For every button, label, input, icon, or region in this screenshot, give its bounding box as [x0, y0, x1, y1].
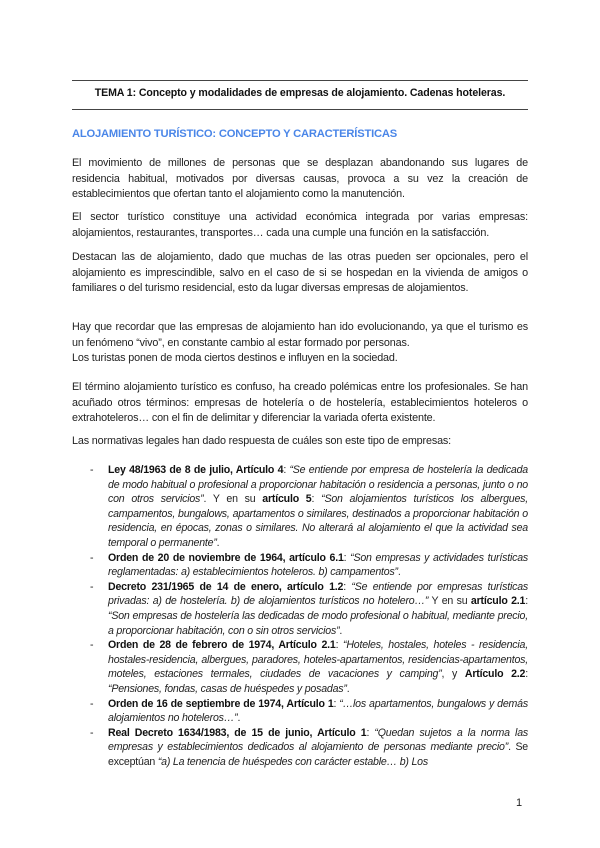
law-quote: “Son empresas y actividades turísticas reglamentadas: a) establecimientos hoteleros. b) campamentos”	[108, 551, 528, 579]
separator: :	[525, 595, 528, 608]
paragraph-1-block	[72, 156, 528, 203]
article-reference: artículo 5	[262, 493, 312, 506]
article-reference: artículo 2.1	[470, 595, 526, 608]
section-heading: ALOJAMIENTO TURÍSTICO: CONCEPTO Y CARACTERÍSTICAS	[72, 128, 398, 140]
title-top-rule	[72, 80, 528, 81]
paragraph: Hay que recordar que las empresas de alojamiento han ido evolucionando, ya que el turismo es un fenómeno “vivo”, en constante cambio al estar formado por personas.	[72, 321, 528, 349]
end-text: .	[339, 624, 343, 637]
paragraph-2-block	[72, 210, 528, 241]
separator: :	[311, 493, 322, 506]
law-quote: “Quedan sujetos a la norma las empresas y establecimientos dedicados al alojamiento de personas mediante precio”	[108, 726, 528, 754]
end-text: .	[216, 536, 220, 549]
connector-text: .	[397, 566, 401, 579]
paragraph: Las normativas legales han dado respuesta de cuáles son este tipo de empresas:	[72, 435, 452, 447]
connector-text: .	[237, 712, 241, 725]
paragraph: Destacan las de alojamiento, dado que muchas de las otras pueden ser opcionales, pero el alojamiento es imprescindible, salvo en el caso de si se hospedan en la vivienda de amigos o familiares o del turismo residencial, esto da lugar diversas empresas de alojamientos.	[72, 251, 528, 295]
law-quote: “Se entiende por empresas turísticas privadas: a) de hostelería. b) de alojamientos turísticos no hotelero…”	[108, 580, 529, 608]
list-dash: -	[90, 726, 94, 739]
law-quote: “Son alojamientos turísticos los albergues, campamentos, bungalows, apartamentos o similares, destinados a proporcionar habitación o residencia, en épocas, zonas o similares. No alterará al alojamiento el que la actividad sea temporal o permanente”	[108, 493, 528, 549]
list-item	[90, 697, 528, 726]
paragraph: El movimiento de millones de personas que se desplazan abandonando sus lugares de residencia habitual, motivados por diversas causas, provoca a su vez la creación de establecimientos que ofertan tanto el alojamiento como la manutención.	[72, 157, 528, 201]
separator: :	[335, 639, 343, 652]
connector-text: . Se exceptúan	[108, 741, 528, 768]
page-number: 1	[516, 797, 523, 809]
legal-references-list	[90, 463, 528, 769]
law-reference: Orden de 20 de noviembre de 1964, artículo 6.1	[108, 551, 344, 564]
list-dash: -	[90, 580, 94, 593]
list-dash: -	[90, 464, 94, 476]
law-quote: “Son empresas de hostelería las dedicadas de modo profesional o habitual, mediante precio, a proporcionar habitación, con o sin otros servicios”	[108, 609, 528, 637]
law-quote: “…los apartamentos, bungalows y demás alojamientos no hoteleros…”	[108, 697, 528, 725]
connector-text: , y	[441, 668, 465, 681]
list-item	[90, 726, 528, 770]
connector-text: Y en su	[428, 595, 471, 608]
law-quote: “a) La tenencia de huéspedes con carácter estable… b) Los	[157, 755, 428, 768]
paragraph-4-block	[72, 320, 528, 367]
law-reference: Ley 48/1963 de 8 de julio, Artículo 4	[108, 464, 284, 476]
list-dash: -	[90, 697, 94, 710]
list-item	[90, 463, 528, 551]
list-dash: -	[90, 639, 94, 652]
list-item	[90, 551, 528, 580]
list-item	[90, 638, 528, 696]
paragraph-3-block	[72, 250, 528, 297]
law-quote: “Hoteles, hostales, hoteles - residencia, hostales-residencia, albergues, paradores, hoteles-apartamentos, residencias-apartamentos, moteles, estaciones termales, ciudades de vacaciones y camping”	[108, 639, 528, 681]
paragraph: El término alojamiento turístico es confuso, ha creado polémicas entre los profesionales. Se han acuñado otros términos: empresas de hotelería o de hostelería, establecimientos hoteleros o extrahoteleros… con el fin de delimitar y diferenciar la variada oferta existente.	[72, 381, 528, 425]
law-reference: Decreto 231/1965 de 14 de enero, artículo 1.2	[108, 580, 344, 593]
law-quote: “Pensiones, fondas, casas de huéspedes y posadas”	[108, 682, 347, 695]
title-bottom-rule	[72, 109, 528, 110]
law-reference: Orden de 28 de febrero de 1974, Artículo 2.1	[108, 639, 336, 652]
list-item	[90, 580, 528, 638]
paragraph-6-block	[72, 434, 528, 450]
document-title: TEMA 1: Concepto y modalidades de empresas de alojamiento. Cadenas hoteleras.	[94, 87, 506, 99]
separator: :	[525, 668, 528, 681]
separator: :	[283, 464, 290, 476]
paragraph: Los turistas ponen de moda ciertos destinos e influyen en la sociedad.	[72, 352, 398, 365]
separator: :	[343, 580, 352, 593]
law-quote: “Se entiende por empresa de hostelería la dedicada de modo habitual o profesional a proporcionar habitación o residencia a personas, junto o no con otros servicios”	[108, 464, 528, 506]
law-reference: Real Decreto 1634/1983, de 15 de junio, Artículo 1	[108, 726, 367, 739]
list-dash: -	[90, 551, 94, 564]
separator: :	[333, 697, 340, 710]
connector-text: . Y en su	[203, 493, 263, 506]
law-reference: Orden de 16 de septiembre de 1974, Artículo 1	[108, 697, 334, 710]
separator: :	[343, 551, 351, 564]
end-text: .	[346, 682, 350, 695]
separator: :	[366, 726, 375, 739]
paragraph-5-block	[72, 380, 528, 427]
paragraph: El sector turístico constituye una actividad económica integrada por varias empresas: alojamientos, restaurantes, transportes… cada una cumple una función en la satisfacción.	[72, 211, 528, 239]
article-reference: Artículo 2.2	[464, 668, 526, 681]
